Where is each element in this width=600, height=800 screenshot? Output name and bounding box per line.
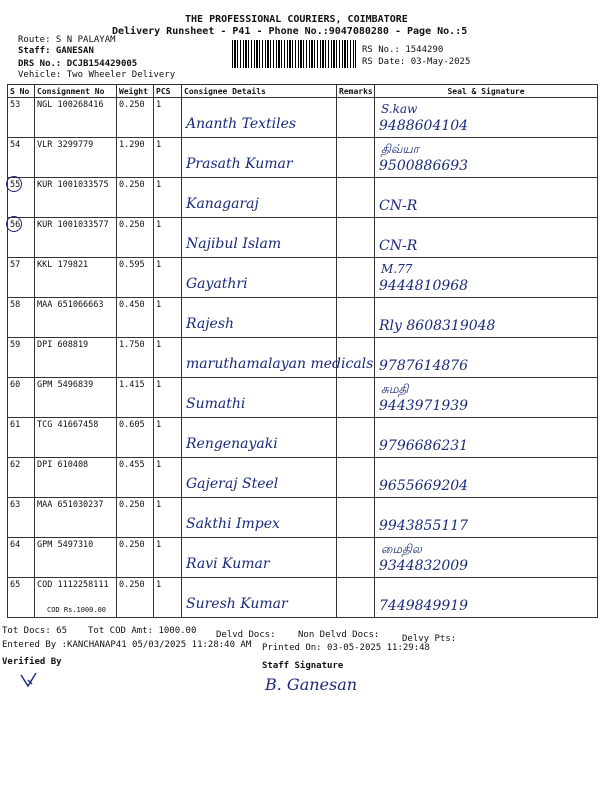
signature-mark: M.77 <box>381 262 413 276</box>
signature-phone: 9787614876 <box>379 358 469 374</box>
row-signature-cell <box>375 138 598 178</box>
row-signature-cell <box>375 178 598 218</box>
total-cod-amount: Tot COD Amt: 1000.00 <box>88 626 197 636</box>
row-consignee-cell <box>182 538 337 578</box>
cod-amount-note: COD Rs.1000.00 <box>47 606 107 614</box>
vehicle-label: Vehicle: Two Wheeler Delivery <box>18 70 176 80</box>
row-weight: 1.750 <box>117 338 154 378</box>
circle-mark-icon <box>6 216 22 232</box>
row-signature-cell <box>375 458 598 498</box>
signature-phone: 9444810968 <box>379 278 469 294</box>
runsheet-title: Delivery Runsheet - P41 - Phone No.:9047080280 - Page No.:5 <box>112 26 468 37</box>
row-sno: 54 <box>8 138 35 178</box>
row-remarks <box>337 98 375 138</box>
row-consignment-no: GPM 5497310 <box>35 538 117 578</box>
row-consignee-cell <box>182 578 337 618</box>
row-pcs: 1 <box>154 418 182 458</box>
col-header-pcs: PCS <box>154 85 182 98</box>
row-consignment-no: VLR 3299779 <box>35 138 117 178</box>
col-header-sno: S No <box>8 85 35 98</box>
table-row <box>8 258 598 298</box>
row-sno: 65 <box>8 578 35 618</box>
row-signature-cell <box>375 298 598 338</box>
row-consignee-cell <box>182 458 337 498</box>
signature-mark: S.kaw <box>381 102 418 116</box>
signature-phone: 9796686231 <box>379 438 469 454</box>
signature-phone: CN-R <box>379 198 418 214</box>
row-sno: 61 <box>8 418 35 458</box>
row-remarks <box>337 458 375 498</box>
delivered-docs: Delvd Docs: <box>216 630 276 640</box>
row-weight: 0.605 <box>117 418 154 458</box>
row-weight: 0.250 <box>117 218 154 258</box>
row-consignment-no: DPI 610408 <box>35 458 117 498</box>
verifier-signature-mark <box>18 670 48 690</box>
row-consignee-cell <box>182 298 337 338</box>
row-remarks <box>337 138 375 178</box>
consignee-handwritten: Gajeraj Steel <box>186 476 279 492</box>
row-consignee-cell <box>182 218 337 258</box>
row-consignment-no: KKL 179821 <box>35 258 117 298</box>
row-consignment-no: TCG 41667458 <box>35 418 117 458</box>
row-remarks <box>337 258 375 298</box>
row-weight: 0.250 <box>117 98 154 138</box>
row-pcs: 1 <box>154 538 182 578</box>
col-header-consignment: Consignment No <box>35 85 117 98</box>
row-sno: 56 <box>8 218 35 258</box>
signature-mark: மைதில <box>381 542 422 556</box>
col-header-remarks: Remarks <box>337 85 375 98</box>
row-pcs: 1 <box>154 378 182 418</box>
row-pcs: 1 <box>154 98 182 138</box>
table-row <box>8 578 598 618</box>
row-remarks <box>337 418 375 458</box>
route-label: Route: S N PALAYAM <box>18 35 116 45</box>
row-consignee-cell <box>182 378 337 418</box>
signature-phone: 9443971939 <box>379 398 469 414</box>
table-row <box>8 178 598 218</box>
consignee-handwritten: Ananth Textiles <box>186 116 297 132</box>
row-sno: 57 <box>8 258 35 298</box>
row-weight: 1.290 <box>117 138 154 178</box>
signature-phone: Rly 8608319048 <box>379 318 496 334</box>
signature-mark: திவ்யா <box>381 142 419 156</box>
row-consignment-no: COD 1112258111 COD Rs.1000.00 <box>35 578 117 618</box>
row-weight: 0.450 <box>117 298 154 338</box>
table-row <box>8 98 598 138</box>
signature-phone: 9655669204 <box>379 478 469 494</box>
row-signature-cell <box>375 378 598 418</box>
row-consignee-cell <box>182 98 337 138</box>
row-signature-cell <box>375 538 598 578</box>
row-remarks <box>337 538 375 578</box>
row-consignee-cell <box>182 498 337 538</box>
row-remarks <box>337 578 375 618</box>
signature-phone: 9344832009 <box>379 558 469 574</box>
circle-mark-icon <box>6 176 22 192</box>
row-pcs: 1 <box>154 578 182 618</box>
row-pcs: 1 <box>154 458 182 498</box>
table-row <box>8 458 598 498</box>
row-signature-cell <box>375 218 598 258</box>
signature-mark: சுமதி <box>381 382 409 396</box>
row-weight: 0.250 <box>117 498 154 538</box>
row-consignment-no: NGL 100268416 <box>35 98 117 138</box>
consignee-handwritten: Kanagaraj <box>186 196 259 212</box>
row-remarks <box>337 218 375 258</box>
rs-number: RS No.: 1544290 <box>362 45 444 55</box>
row-sno: 59 <box>8 338 35 378</box>
signature-phone: CN-R <box>379 238 418 254</box>
row-consignee-cell <box>182 418 337 458</box>
row-remarks <box>337 378 375 418</box>
consignee-handwritten: Sumathi <box>186 396 246 412</box>
staff-handwritten-signature: B. Ganesan <box>265 675 358 694</box>
row-consignment-no: KUR 1001033577 <box>35 218 117 258</box>
row-consignment-no: MAA 651066663 <box>35 298 117 338</box>
row-sno: 64 <box>8 538 35 578</box>
row-weight: 0.595 <box>117 258 154 298</box>
non-delivered-docs: Non Delvd Docs: <box>298 630 380 640</box>
staff-signature-label: Staff Signature <box>262 661 344 671</box>
rs-date: RS Date: 03-May-2025 <box>362 57 471 67</box>
row-pcs: 1 <box>154 498 182 538</box>
row-weight: 0.250 <box>117 178 154 218</box>
row-pcs: 1 <box>154 178 182 218</box>
row-weight: 0.250 <box>117 578 154 618</box>
consignee-handwritten: maruthamalayan medicals <box>186 356 374 372</box>
consignee-handwritten: Rajesh <box>186 316 235 332</box>
row-signature-cell <box>375 578 598 618</box>
signature-phone: 9488604104 <box>379 118 469 134</box>
table-row <box>8 378 598 418</box>
row-signature-cell <box>375 98 598 138</box>
row-consignment-no: KUR 1001033575 <box>35 178 117 218</box>
row-pcs: 1 <box>154 138 182 178</box>
row-sno: 55 <box>8 178 35 218</box>
row-pcs: 1 <box>154 338 182 378</box>
consignee-handwritten: Prasath Kumar <box>186 156 293 172</box>
row-remarks <box>337 298 375 338</box>
drs-number: DRS No.: DCJB154429005 <box>18 59 138 69</box>
row-consignee-cell <box>182 138 337 178</box>
row-signature-cell <box>375 498 598 538</box>
row-consignee-cell <box>182 258 337 298</box>
row-weight: 0.250 <box>117 538 154 578</box>
col-header-consignee: Consignee Details <box>182 85 337 98</box>
consignee-handwritten: Rengenayaki <box>186 436 278 452</box>
table-row <box>8 498 598 538</box>
row-remarks <box>337 338 375 378</box>
row-signature-cell <box>375 418 598 458</box>
col-header-weight: Weight <box>117 85 154 98</box>
consignee-handwritten: Ravi Kumar <box>186 556 270 572</box>
entered-by: Entered By :KANCHANAP41 05/03/2025 11:28:40 AM <box>2 640 252 650</box>
signature-phone: 9943855117 <box>379 518 469 534</box>
table-row <box>8 298 598 338</box>
consignee-handwritten: Gayathri <box>186 276 248 292</box>
row-consignee-cell <box>182 178 337 218</box>
row-remarks <box>337 178 375 218</box>
company-name: THE PROFESSIONAL COURIERS, COIMBATORE <box>185 14 408 25</box>
delivery-points: Delvy Pts: <box>402 634 457 644</box>
signature-phone: 9500886693 <box>379 158 469 174</box>
total-docs: Tot Docs: 65 <box>2 626 68 636</box>
row-pcs: 1 <box>154 298 182 338</box>
row-pcs: 1 <box>154 258 182 298</box>
printed-on: Printed On: 03-05-2025 11:29:48 <box>262 643 430 653</box>
row-pcs: 1 <box>154 218 182 258</box>
row-sno: 60 <box>8 378 35 418</box>
table-row <box>8 218 598 258</box>
row-sno: 58 <box>8 298 35 338</box>
table-row <box>8 418 598 458</box>
row-weight: 1.415 <box>117 378 154 418</box>
consignee-handwritten: Suresh Kumar <box>186 596 288 612</box>
col-header-signature: Seal & Signature <box>375 85 598 98</box>
row-sno: 63 <box>8 498 35 538</box>
row-consignee-cell <box>182 338 374 378</box>
table-row <box>8 138 598 178</box>
row-weight: 0.455 <box>117 458 154 498</box>
row-consignment-no: DPI 608819 <box>35 338 117 378</box>
consignee-handwritten: Najibul Islam <box>186 236 282 252</box>
row-sno: 62 <box>8 458 35 498</box>
row-consignment-no: MAA 651030237 <box>35 498 117 538</box>
runsheet-table <box>7 84 598 618</box>
row-sno: 53 <box>8 98 35 138</box>
staff-label: Staff: GANESAN <box>18 46 94 56</box>
verified-by-label: Verified By <box>2 657 62 667</box>
barcode-image <box>232 40 356 68</box>
signature-phone: 7449849919 <box>379 598 469 614</box>
consignee-handwritten: Sakthi Impex <box>186 516 280 532</box>
row-signature-cell <box>375 258 598 298</box>
row-consignment-no: GPM 5496839 <box>35 378 117 418</box>
row-remarks <box>337 498 375 538</box>
table-row <box>8 538 598 578</box>
table-row <box>8 338 598 378</box>
row-signature-cell <box>375 338 598 378</box>
